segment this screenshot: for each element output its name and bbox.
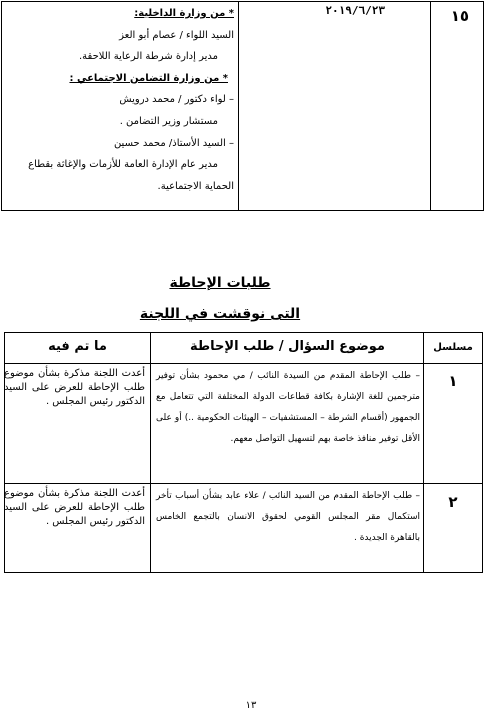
request-action: أعدت اللجنة مذكرة بشأن موضوع طلب الإحاطة للعرض على السيد الدكتور رئيس المجلس . bbox=[4, 488, 145, 527]
row-number: ١٥ bbox=[450, 7, 469, 25]
page-number: ١٣ bbox=[245, 700, 257, 711]
section-subheading: التى نوقشت في اللجنة bbox=[139, 306, 301, 322]
row-number: ١ bbox=[448, 372, 458, 390]
table-header-row bbox=[5, 333, 482, 364]
attendee-name: – السيد الأستاذ/ محمد حسين bbox=[113, 137, 234, 149]
row-number-cell bbox=[430, 2, 483, 210]
request-topic: – طلب الإحاطة المقدم من السيد النائب / علاء عابد بشأن أسباب تأخر استكمال مقر المجلس القومي لحقوق الانسان بالتجمع الخامس بالقاهرة الجديدة . bbox=[156, 491, 420, 543]
table-row bbox=[5, 484, 482, 572]
ministry-interior-heading: * من وزارة الداخلية: bbox=[134, 8, 234, 19]
header-topic: موضوع السؤال / طلب الإحاطة bbox=[190, 339, 385, 354]
request-topic: – طلب الإحاطة المقدم من السيدة النائب / مي محمود بشأن توفير مترجمين للغة الإشارة بكافة قطاعات الدولة المختلفة التي تتعامل مع الجمهور (أقسام الشرطة – المستشفيات – الهيئات الحكومية ..) أو على الأقل توفير منافذ خاصة بهم لتسهيل التواصل معهم. bbox=[156, 371, 420, 444]
requests-table bbox=[4, 332, 483, 573]
attendee-name: – لواء دكتور / محمد درويش bbox=[119, 94, 234, 106]
attendee-title: مدير إدارة شرطة الرعاية اللاحقة. bbox=[79, 51, 218, 63]
row-number: ٢ bbox=[448, 493, 458, 511]
section-heading: طلبات الإحاطة bbox=[169, 275, 271, 291]
table-row bbox=[5, 364, 482, 484]
attendees-list bbox=[4, 3, 234, 197]
attendee-title-cont: الحماية الاجتماعية. bbox=[157, 180, 234, 192]
date-cell bbox=[238, 2, 430, 210]
header-action: ما تم فيه bbox=[48, 339, 107, 354]
request-action: أعدت اللجنة مذكرة بشأن موضوع طلب الإحاطة للعرض على السيد الدكتور رئيس المجلس . bbox=[4, 368, 145, 407]
attendees-cell bbox=[1, 2, 238, 210]
attendees-table-continuation bbox=[1, 1, 484, 211]
ministry-social-heading: * من وزارة التضامن الاجتماعي : bbox=[69, 72, 228, 84]
attendee-title: مستشار وزير التضامن . bbox=[119, 115, 218, 127]
header-serial: مسلسل bbox=[433, 342, 473, 353]
session-date: ٢٠١٩/٦/٢٣ bbox=[325, 4, 385, 17]
attendee-title: مدير عام الإدارة العامة للأزمات والإغاثة بقطاع bbox=[28, 159, 218, 171]
attendee-name: السيد اللواء / عصام أبو العز bbox=[119, 29, 234, 41]
